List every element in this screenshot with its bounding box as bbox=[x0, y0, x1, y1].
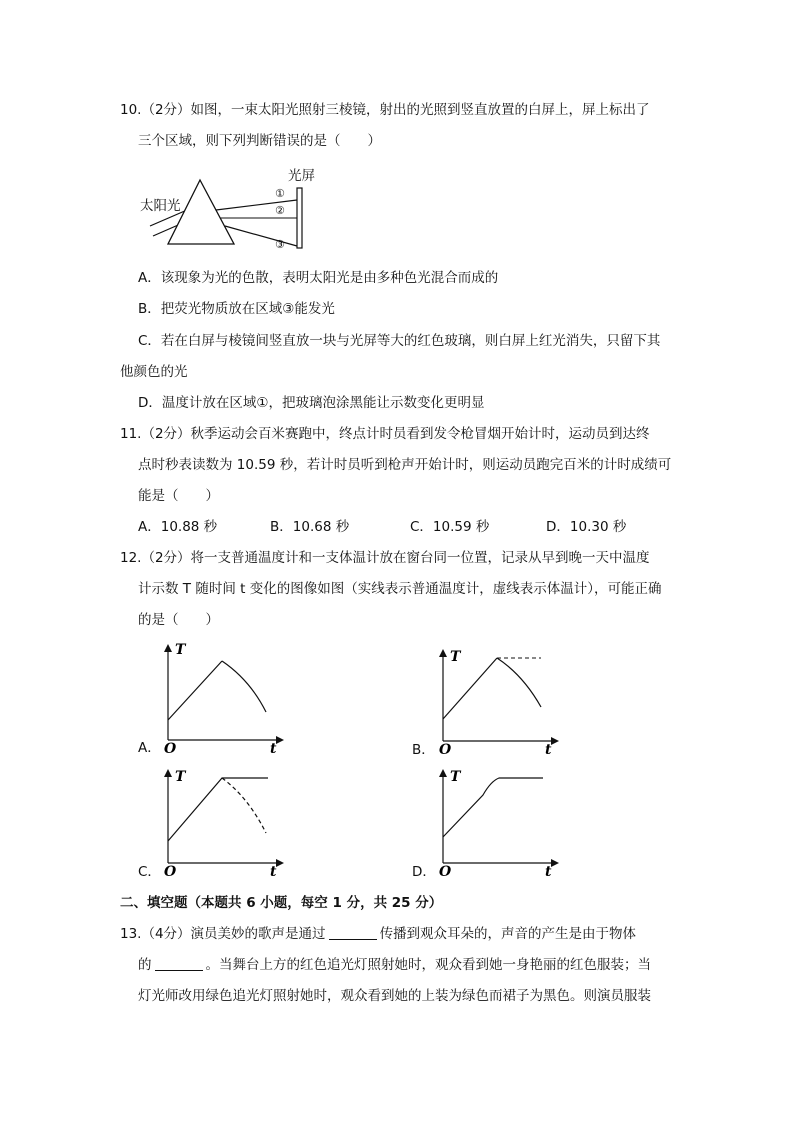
graph-d-y-label: T bbox=[450, 769, 461, 785]
graph-b-y-label: T bbox=[450, 649, 461, 665]
region-2-label: ② bbox=[275, 204, 285, 217]
q11-option-b: B．10.68 秒 bbox=[270, 519, 350, 535]
graph-d-origin: O bbox=[439, 864, 452, 880]
graph-c bbox=[160, 765, 290, 880]
q10-option-c-line1: C．若在白屏与棱镜间竖直放一块与光屏等大的红色玻璃，则白屏上红光消失，只留下其 bbox=[138, 333, 661, 349]
section2-heading: 二、填空题（本题共 6 小题，每空 1 分，共 25 分） bbox=[120, 895, 443, 911]
region-1-label: ① bbox=[275, 187, 285, 200]
q11-stem-line2: 点时秒表读数为 10.59 秒，若计时员听到枪声开始计时，则运动员跑完百米的计时成绩可 bbox=[138, 457, 672, 473]
q13-line3: 灯光师改用绿色追光灯照射她时，观众看到她的上装为绿色而裙子为黑色。则演员服装 bbox=[138, 988, 651, 1004]
graph-d-x-label: t bbox=[545, 864, 552, 880]
graph-a-label: A． bbox=[138, 740, 161, 756]
q10-option-a: A．该现象为光的色散，表明太阳光是由多种色光混合而成的 bbox=[138, 270, 499, 286]
graph-c-origin: O bbox=[164, 864, 177, 880]
graph-d bbox=[435, 765, 565, 880]
q13-line2-part-a: 的 bbox=[138, 957, 152, 973]
q10-stem-line2: 三个区域，则下列判断错误的是（ ） bbox=[138, 133, 381, 149]
q10-option-d: D．温度计放在区域①，把玻璃泡涂黑能让示数变化更明显 bbox=[138, 395, 485, 411]
graph-b-origin: O bbox=[439, 742, 452, 758]
graph-a-origin: O bbox=[164, 741, 177, 755]
q11-stem-line3: 能是（ ） bbox=[138, 488, 219, 504]
q13-line1-part-b: 传播到观众耳朵的，声音的产生是由于物体 bbox=[379, 926, 637, 942]
q12-stem-line2: 计示数 T 随时间 t 变化的图像如图（实线表示普通温度计，虚线表示体温计），可能正确 bbox=[138, 581, 662, 597]
q10-option-c-line2: 他颜色的光 bbox=[120, 364, 188, 380]
graph-a-y-label: T bbox=[175, 642, 186, 658]
graph-b-x-label: t bbox=[545, 742, 552, 758]
q10-stem-line1: 10.（2分）如图，一束太阳光照射三棱镜，射出的光照到竖直放置的白屏上，屏上标出了 bbox=[120, 102, 650, 118]
q10-prism-figure bbox=[130, 160, 330, 260]
q10-option-b: B．把荧光物质放在区域③能发光 bbox=[138, 301, 335, 317]
q11-option-d: D．10.30 秒 bbox=[546, 519, 627, 535]
graph-d-label: D． bbox=[412, 864, 436, 880]
q13-blank-1[interactable] bbox=[329, 925, 377, 940]
q13-line1 bbox=[120, 924, 636, 944]
q11-option-a: A．10.88 秒 bbox=[138, 519, 218, 535]
q12-stem-line1: 12.（2分）将一支普通温度计和一支体温计放在窗台同一位置，记录从早到晚一天中温度 bbox=[120, 550, 650, 566]
sunlight-label: 太阳光 bbox=[140, 198, 181, 214]
q13-line2 bbox=[138, 955, 651, 975]
graph-c-x-label: t bbox=[270, 864, 277, 880]
q11-option-c: C．10.59 秒 bbox=[410, 519, 490, 535]
graph-c-label: C． bbox=[138, 864, 161, 880]
screen-label: 光屏 bbox=[288, 168, 315, 184]
q13-line1-part-a: 13.（4分）演员美妙的歌声是通过 bbox=[120, 926, 326, 942]
graph-a bbox=[160, 640, 290, 755]
region-3-label: ③ bbox=[275, 238, 285, 251]
graph-b-label: B． bbox=[412, 742, 435, 758]
graph-a-x-label: t bbox=[270, 741, 277, 755]
graph-b bbox=[435, 645, 565, 760]
graph-c-y-label: T bbox=[175, 769, 186, 785]
q12-stem-line3: 的是（ ） bbox=[138, 612, 219, 628]
q13-blank-2[interactable] bbox=[155, 956, 203, 971]
q13-line2-part-b: 。当舞台上方的红色追光灯照射她时，观众看到她一身艳丽的红色服装；当 bbox=[205, 957, 651, 973]
q11-stem-line1: 11.（2分）秋季运动会百米赛跑中，终点计时员看到发令枪冒烟开始计时，运动员到达终 bbox=[120, 426, 650, 442]
